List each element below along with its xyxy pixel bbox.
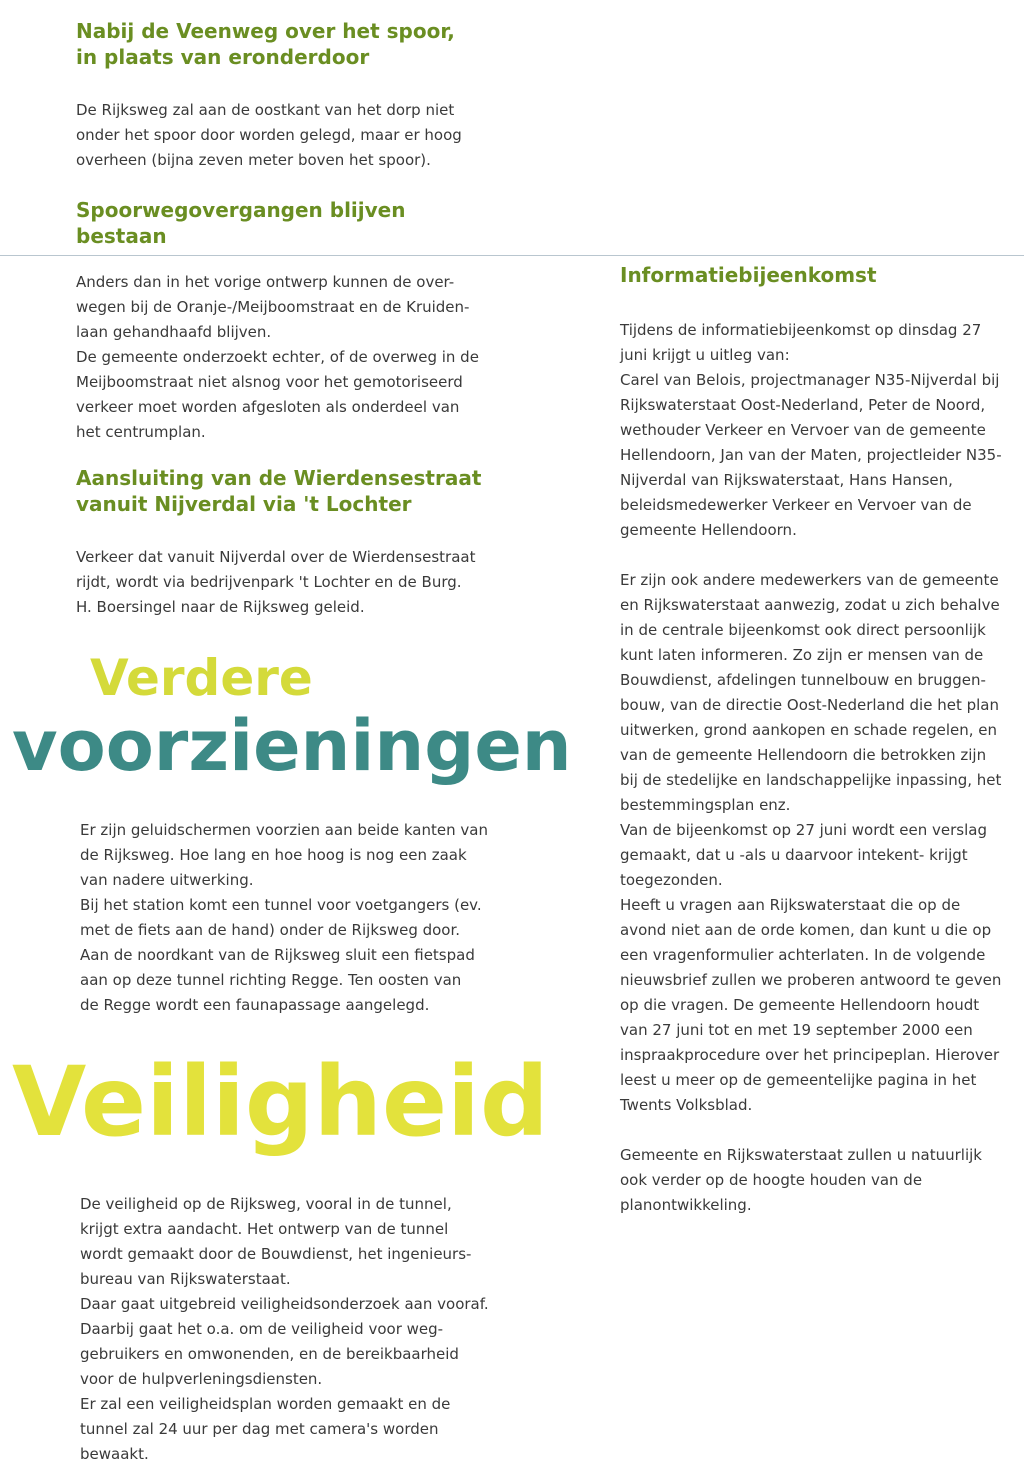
paragraph-voorzieningen: Er zijn geluidschermen voorzien aan beide kanten van de Rijksweg. Hoe lang en hoe hoog is nog een zaak van nadere uitwerking. Bij het station komt een tunnel voor voetgangers (ev. met de fiets aan de hand) onder de Rijksweg door. Aan de noordkant van de Rijksweg sluit een fietspad aan op deze tunnel richting Regge. Ten oosten van de Regge wordt een faunapassage aangelegd. [80,821,488,1014]
section-veiligheid [80,1192,520,1467]
paragraph-informatie-2: Er zijn ook andere medewerkers van de gemeente en Rijkswaterstaat aanwezig, zodat u zich behalve in de centrale bijeenkomst ook direct persoonlijk kunt laten informeren. Zo zijn er mensen van de Bouwdienst, afdelingen tunnelbouw en bruggen- bouw, van de directie Oost-Nederland die het plan uitwerken, grond aankopen en schade regelen, en van de gemeente Hellendoorn die betrokken zijn bij de stedelijke en landschappelijke inpassing, het bestemmingsplan enz. Van de bijeenkomst op 27 juni wordt een verslag gemaakt, dat u -als u daarvoor intekent- krijgt toegezonden. Heeft u vragen aan Rijkswaterstaat die op de avond niet aan de orde komen, dan kunt u die op een vragenformulier achterlaten. In de volgende nieuwsbrief zullen we proberen antwoord te geven op die vragen. De gemeente Hellendoorn houdt van 27 juni tot en met 19 september 2000 een inspraakprocedure over het principeplan. Hierover leest u meer op de gemeentelijke pagina in het Twents Volksblad. [620,571,1002,1114]
paragraph-veenweg: De Rijksweg zal aan de oostkant van het dorp niet onder het spoor door worden gelegd, maar er hoog overheen (bijna zeven meter boven het spoor). [76,101,462,169]
horizontal-divider [0,255,1024,256]
heading-veenweg: Nabij de Veenweg over het spoor, in plaats van eronderdoor [76,19,455,69]
heading-spoorwegovergangen: Spoorwegovergangen blijven bestaan [76,198,406,248]
title-veiligheid: Veiligheid [12,1046,549,1158]
heading-informatiebijeenkomst: Informatiebijeenkomst [620,263,877,287]
section-informatiebijeenkomst [620,262,1020,1218]
section-veenweg [76,18,516,249]
paragraph-veiligheid: De veiligheid op de Rijksweg, vooral in de tunnel, krijgt extra aandacht. Het ontwerp van de tunnel wordt gemaakt door de Bouwdienst, het ingenieurs- bureau van Rijkswaterstaat. Daar gaat uitgebreid veiligheidsonderzoek aan vooraf. Daarbij gaat het o.a. om de veiligheid voor weg- gebruikers en omwonenden, en de bereikbaarheid voor de hulpverleningsdiensten. Er zal een veiligheidsplan worden gemaakt en de tunnel zal 24 uur per dag met camera's worden bewaakt. [80,1195,489,1463]
paragraph-informatie-1: Tijdens de informatiebijeenkomst op dinsdag 27 juni krijgt u uitleg van: Carel van Belois, projectmanager N35-Nijverdal bij Rijkswaterstaat Oost-Nederland, Peter de Noord, wethouder Verkeer en Vervoer van de gemeente Hellendoorn, Jan van der Maten, projectleider N35- Nijverdal van Rijkswaterstaat, Hans Hansen, beleidsmedewerker Verkeer en Vervoer van de gemeente Hellendoorn. [620,321,1002,539]
heading-aansluiting: Aansluiting van de Wierdensestraat vanuit Nijverdal via 't Lochter [76,466,482,516]
title-verdere: Verdere [90,649,313,707]
paragraph-aansluiting: Verkeer dat vanuit Nijverdal over de Wierdensestraat rijdt, wordt via bedrijvenpark 't Lochter en de Burg. H. Boersingel naar de Rijksweg geleid. [76,548,476,616]
paragraph-spoorwegovergangen: Anders dan in het vorige ontwerp kunnen de over- wegen bij de Oranje-/Meijboomstraat en de Kruiden- laan gehandhaafd blijven. De gemeente onderzoekt echter, of de overweg in de Meijboomstraat niet alsnog voor het gemotoriseerd verkeer moet worden afgesloten als onderdeel van het centrumplan. [76,273,479,441]
title-voorzieningen: voorzieningen [12,705,572,787]
paragraph-informatie-3: Gemeente en Rijkswaterstaat zullen u natuurlijk ook verder op de hoogte houden van de planontwikkeling. [620,1146,982,1214]
section-spoorwegovergangen [76,270,516,620]
section-voorzieningen [80,818,520,1018]
